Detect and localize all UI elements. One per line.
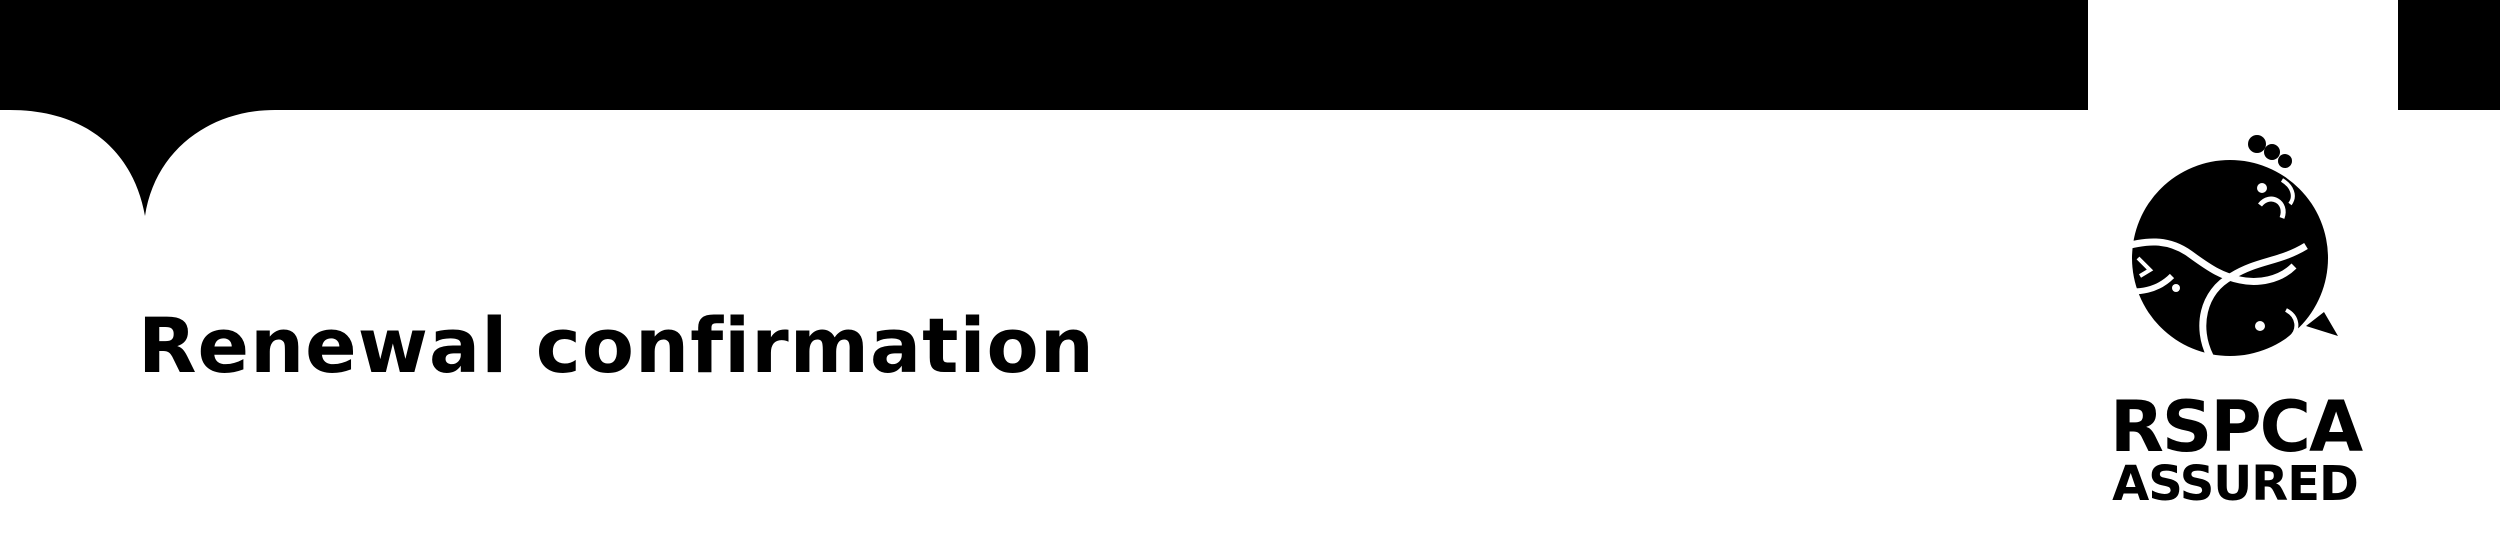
header-bar-left — [0, 0, 2088, 110]
page-title: Renewal confirmation — [138, 301, 1095, 390]
logo-wordmark-assured: ASSURED — [2112, 456, 2358, 512]
logo-wordmark-rspca: RSPCA — [2110, 386, 2362, 468]
header-bar-right — [2398, 0, 2500, 110]
header-notch-shape — [0, 108, 275, 216]
hen-pig-fish-circle-icon — [2110, 130, 2360, 385]
rspca-assured-logo — [2110, 130, 2360, 515]
